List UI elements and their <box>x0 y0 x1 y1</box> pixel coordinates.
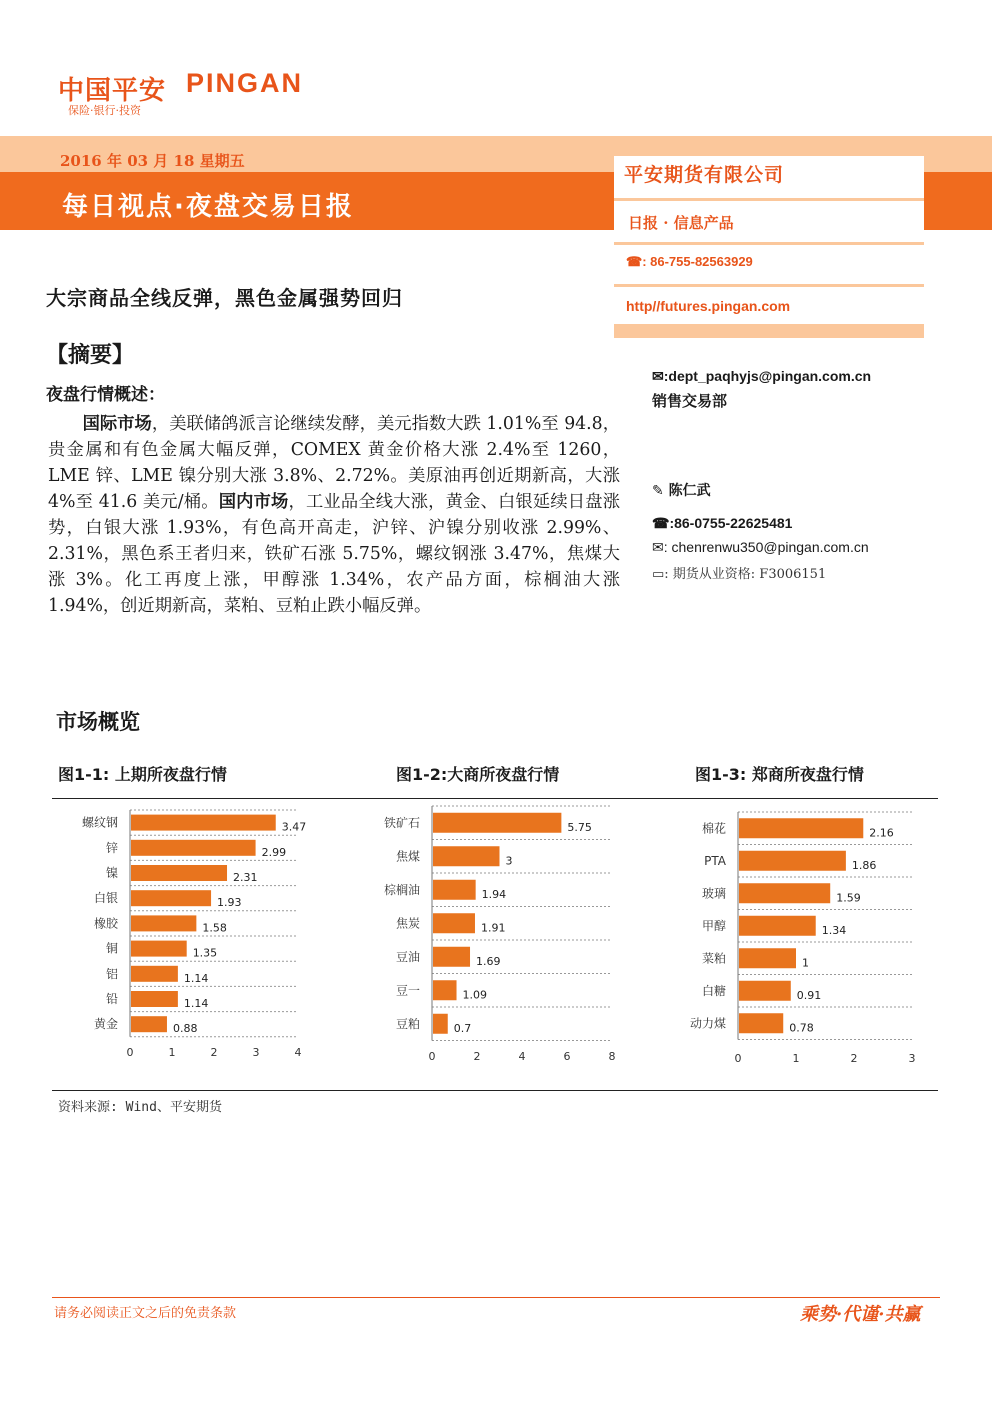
data-label: 1.09 <box>462 988 488 1002</box>
dept-email[interactable]: ✉:dept_paqhyjs@pingan.com.cn <box>652 368 872 384</box>
data-label: 1.58 <box>202 921 227 935</box>
x-tick-label: 1 <box>168 1046 176 1059</box>
logo-cn: 中国平安 <box>58 76 167 106</box>
bar <box>131 915 196 931</box>
data-label: 0.7 <box>453 1021 472 1035</box>
x-tick-label: 1 <box>792 1052 800 1065</box>
category-label: 动力煤 <box>689 1016 726 1031</box>
x-tick-label: 6 <box>563 1050 571 1063</box>
overview-label: 夜盘行情概述： <box>46 385 165 405</box>
analyst-phone: ☎:86-0755-22625481 <box>652 515 793 531</box>
analyst-name: ✎ 陈仁武 <box>652 483 711 499</box>
chart-shfe <box>56 806 328 1066</box>
bar <box>131 840 256 856</box>
bar <box>433 980 457 1000</box>
logo-en: PINGAN <box>186 68 304 98</box>
data-label: 2.16 <box>869 826 894 840</box>
domestic-market-label: 国内市场 <box>218 492 289 512</box>
data-label: 2.31 <box>233 871 258 884</box>
panel-divider <box>614 242 924 245</box>
x-tick-label: 0 <box>126 1046 134 1059</box>
intl-market-text: ，美联储鸽派言论继续发酵，美元指数大跌 1.01%至 94.8，贵金属和有色金属大幅反弹，COMEX 黄金价格大涨 2.4%至 1260， LME 锌、LME 镍分别大涨 3.8%、2.72%。美原油再创近期新高，大涨 4%至 41.6 美元/桶。 <box>48 414 620 512</box>
data-label: 0.91 <box>796 988 822 1002</box>
data-label: 1.91 <box>480 921 506 935</box>
chart-dce <box>360 800 636 1066</box>
report-date: 2016 年 03 月 18 星期五 <box>60 152 245 170</box>
category-label: 黄金 <box>93 1017 118 1032</box>
company-url[interactable]: http//futures.pingan.com <box>626 298 791 314</box>
x-tick-label: 2 <box>210 1046 218 1059</box>
bar <box>739 1013 783 1033</box>
headline: 大宗商品全线反弹，黑色金属强势回归 <box>46 286 403 310</box>
data-label: 1.59 <box>836 891 861 905</box>
panel-bottom-band <box>614 324 924 338</box>
category-label: 铝 <box>105 966 118 981</box>
category-label: 铜 <box>105 941 118 956</box>
bar <box>131 991 178 1007</box>
data-label: 5.75 <box>567 820 592 834</box>
x-tick-label: 2 <box>850 1052 858 1065</box>
footer-disclaimer[interactable]: 请务必阅读正文之后的免责条款 <box>54 1306 237 1321</box>
panel-divider <box>614 198 924 201</box>
bar <box>739 981 791 1001</box>
bar <box>739 851 846 871</box>
footer-rule <box>52 1297 940 1298</box>
category-label: 铅 <box>105 992 118 1006</box>
category-label: 镍 <box>105 866 118 880</box>
category-label: 豆一 <box>395 983 420 998</box>
intl-market-label: 国际市场 <box>82 414 152 434</box>
data-label: 1.14 <box>183 997 209 1010</box>
data-label: 3 <box>505 854 513 868</box>
x-tick-label: 4 <box>294 1046 302 1059</box>
category-label: 白银 <box>93 891 118 906</box>
x-tick-label: 2 <box>473 1050 481 1063</box>
category-label: 螺纹钢 <box>81 815 118 830</box>
category-label: 豆粕 <box>395 1016 420 1031</box>
company-name: 平安期货有限公司 <box>624 164 785 186</box>
report-type: 日报 · 信息产品 <box>628 214 734 232</box>
chart-czce <box>666 806 938 1066</box>
data-label: 1.86 <box>851 858 877 872</box>
data-label: 1.34 <box>821 923 847 937</box>
bar <box>433 846 500 866</box>
chart-bottom-rule <box>52 1090 938 1091</box>
bar <box>739 916 816 936</box>
panel-divider <box>614 284 924 287</box>
domestic-market-text: ，工业品全线大涨，黄金、白银延续日盘涨势，白银大涨 1.93%，有色高开高走，沪锌、沪镍分别收涨 2.99%、2.31%，黑色系王者归来，铁矿石涨 5.75%，螺纹钢涨 3.47%，焦煤大涨 3%。化工再度上涨，甲醇涨 1.34%，农产品方面，棕榈油大涨 1.94%，创近期新高，菜粕、豆粕止跌小幅反弹。 <box>48 492 620 616</box>
data-label: 1.69 <box>476 954 501 968</box>
data-label: 3.47 <box>281 820 307 834</box>
data-label: 1.35 <box>192 946 218 960</box>
dept-name: 销售交易部 <box>652 392 728 410</box>
footer-slogan: 乘势·代谨·共赢 <box>800 1304 921 1325</box>
category-label: PTA <box>704 853 726 868</box>
bar <box>433 947 470 967</box>
bar <box>433 880 476 900</box>
x-tick-label: 0 <box>428 1050 436 1063</box>
bar <box>739 818 863 838</box>
x-tick-label: 8 <box>608 1050 616 1063</box>
category-label: 铁矿石 <box>383 815 420 830</box>
category-label: 焦煤 <box>395 849 420 864</box>
analyst-email[interactable]: ✉: chenrenwu350@pingan.com.cn <box>652 539 869 555</box>
category-label: 菜粕 <box>701 951 726 966</box>
data-label: 1.94 <box>481 887 507 901</box>
bar <box>131 966 178 982</box>
data-source: 资料来源: Wind、平安期货 <box>58 1100 222 1115</box>
chart-title-shfe: 图1-1: 上期所夜盘行情 <box>58 765 227 784</box>
data-label: 1 <box>802 956 809 970</box>
bar <box>131 1016 167 1032</box>
chart-top-rule <box>52 798 938 799</box>
bar <box>131 941 187 957</box>
category-label: 玻璃 <box>701 886 726 901</box>
category-label: 棉花 <box>701 821 726 836</box>
bar <box>739 883 830 903</box>
category-label: 白糖 <box>701 983 726 998</box>
report-title: 每日视点·夜盘交易日报 <box>62 192 354 222</box>
analyst-certificate: ▭: 期货从业资格: F3006151 <box>652 567 827 582</box>
x-tick-label: 0 <box>734 1052 742 1065</box>
overview-paragraph <box>48 411 620 619</box>
bar <box>131 890 211 906</box>
logo-subtitle: 保险·银行·投资 <box>68 104 141 117</box>
bar <box>433 813 561 833</box>
chart-title-czce: 图1-3: 郑商所夜盘行情 <box>695 765 864 784</box>
bar <box>131 865 227 881</box>
section-title: 市场概览 <box>56 710 140 734</box>
category-label: 棕榈油 <box>383 882 420 897</box>
company-phone: ☎: 86-755-82563929 <box>626 254 753 269</box>
data-label: 1.14 <box>183 971 209 985</box>
data-label: 0.78 <box>789 1021 814 1035</box>
category-label: 豆油 <box>395 949 420 964</box>
data-label: 1.93 <box>217 896 242 910</box>
bar <box>433 1014 448 1034</box>
bar <box>433 913 475 933</box>
category-label: 焦炭 <box>395 916 420 931</box>
category-label: 橡胶 <box>93 916 118 931</box>
abstract-label: 【摘要】 <box>46 343 135 368</box>
bar <box>131 815 276 831</box>
x-tick-label: 3 <box>908 1052 916 1065</box>
chart-title-dce: 图1-2:大商所夜盘行情 <box>396 765 560 784</box>
category-label: 锌 <box>105 840 118 855</box>
category-label: 甲醇 <box>701 918 726 933</box>
data-label: 2.99 <box>261 845 287 859</box>
x-tick-label: 3 <box>252 1046 260 1059</box>
x-tick-label: 4 <box>518 1050 526 1063</box>
data-label: 0.88 <box>172 1022 198 1036</box>
bar <box>739 948 796 968</box>
